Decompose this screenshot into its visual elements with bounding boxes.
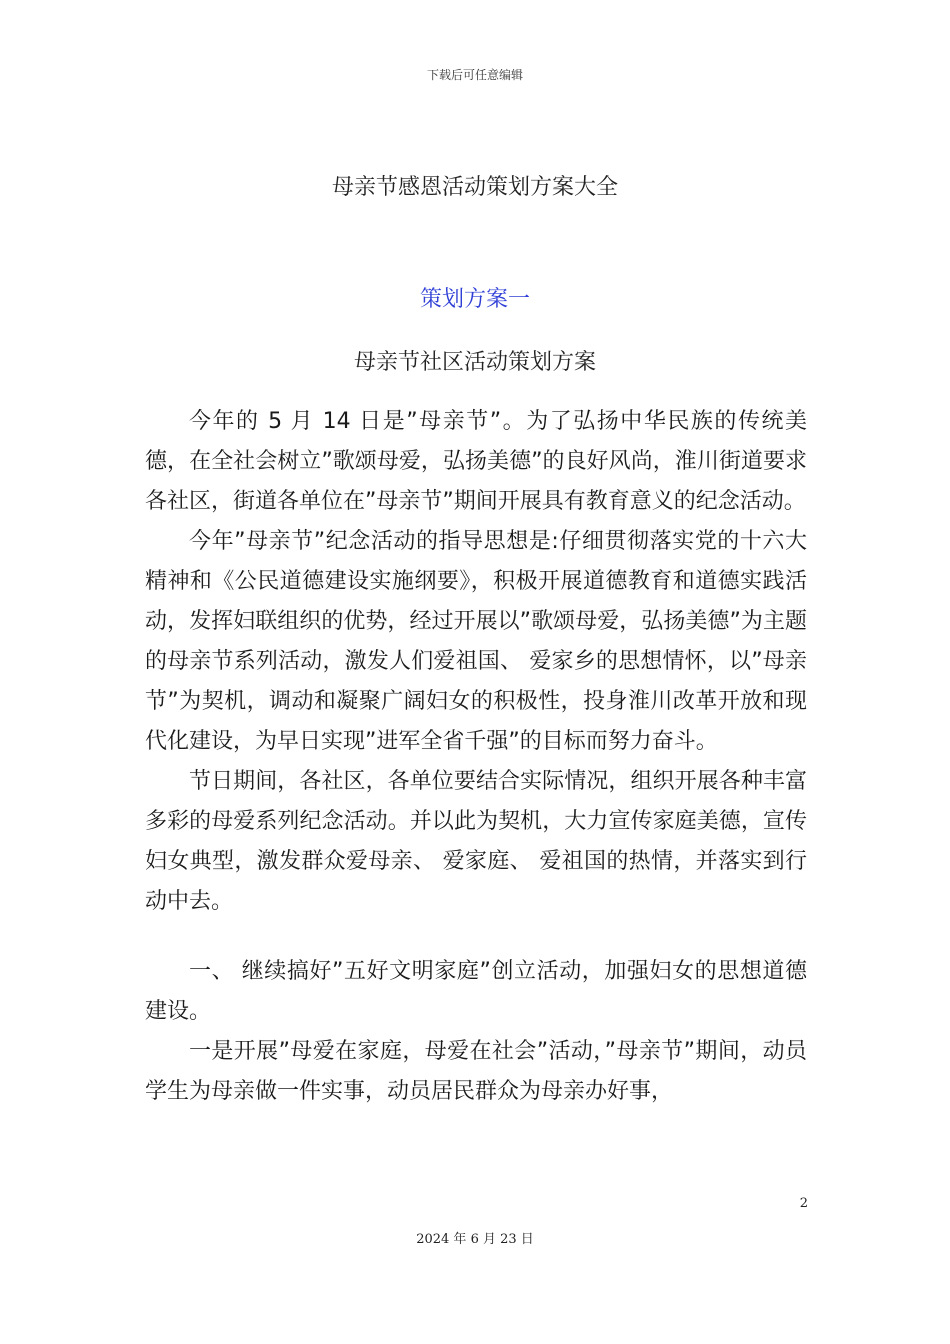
document-body [145, 402, 807, 1112]
paragraph-guiding-idea: 今年”母亲节”纪念活动的指导思想是:仔细贯彻落实党的十六大精神和《公民道德建设实施纲要》，积极开展道德教育和道德实践活动，发挥妇联组织的优势，经过开展以”歌颂母爱，弘扬美德”为主题的母亲节系列活动，激发人们爱祖国、 爱家乡的思想情怀，以”母亲节”为契机，调动和凝聚广阔妇女的积极性，投身淮川改革开放和现代化建设，为早日实现”进军全省千强”的目标而努力奋斗。 [145, 529, 807, 754]
paragraph-activity-one: 一是开展”母爱在家庭，母爱在社会”活动，”母亲节”期间，动员学生为母亲做一件实事，动员居民群众为母亲办好事， [145, 1039, 807, 1104]
document-title: 母亲节感恩活动策划方案大全 [331, 175, 618, 200]
section-heading-one: 一、 继续搞好”五好文明家庭”创立活动，加强妇女的思想道德建设。 [145, 959, 807, 1024]
sub-title: 母亲节社区活动策划方案 [353, 350, 596, 375]
plan-heading: 策划方案一 [419, 287, 530, 312]
footer-date: 2024 年 6 月 23 日 [416, 1232, 534, 1247]
header-note: 下载后可任意编辑 [426, 68, 523, 82]
paragraph-festival-activities: 节日期间，各社区，各单位要结合实际情况，组织开展各种丰富多彩的母爱系列纪念活动。并以此为契机，大力宣传家庭美德，宣传妇女典型，激发群众爱母亲、 爱家庭、 爱祖国的热情，并落实到行动中去。 [145, 769, 807, 914]
page-number: 2 [799, 1196, 808, 1211]
paragraph-intro: 今年的 5 月 14 日是”母亲节”。为了弘扬中华民族的传统美德，在全社会树立”歌颂母爱，弘扬美德”的良好风尚，淮川街道要求各社区，街道各单位在”母亲节”期间开展具有教育意义的纪念活动。 [145, 409, 807, 514]
